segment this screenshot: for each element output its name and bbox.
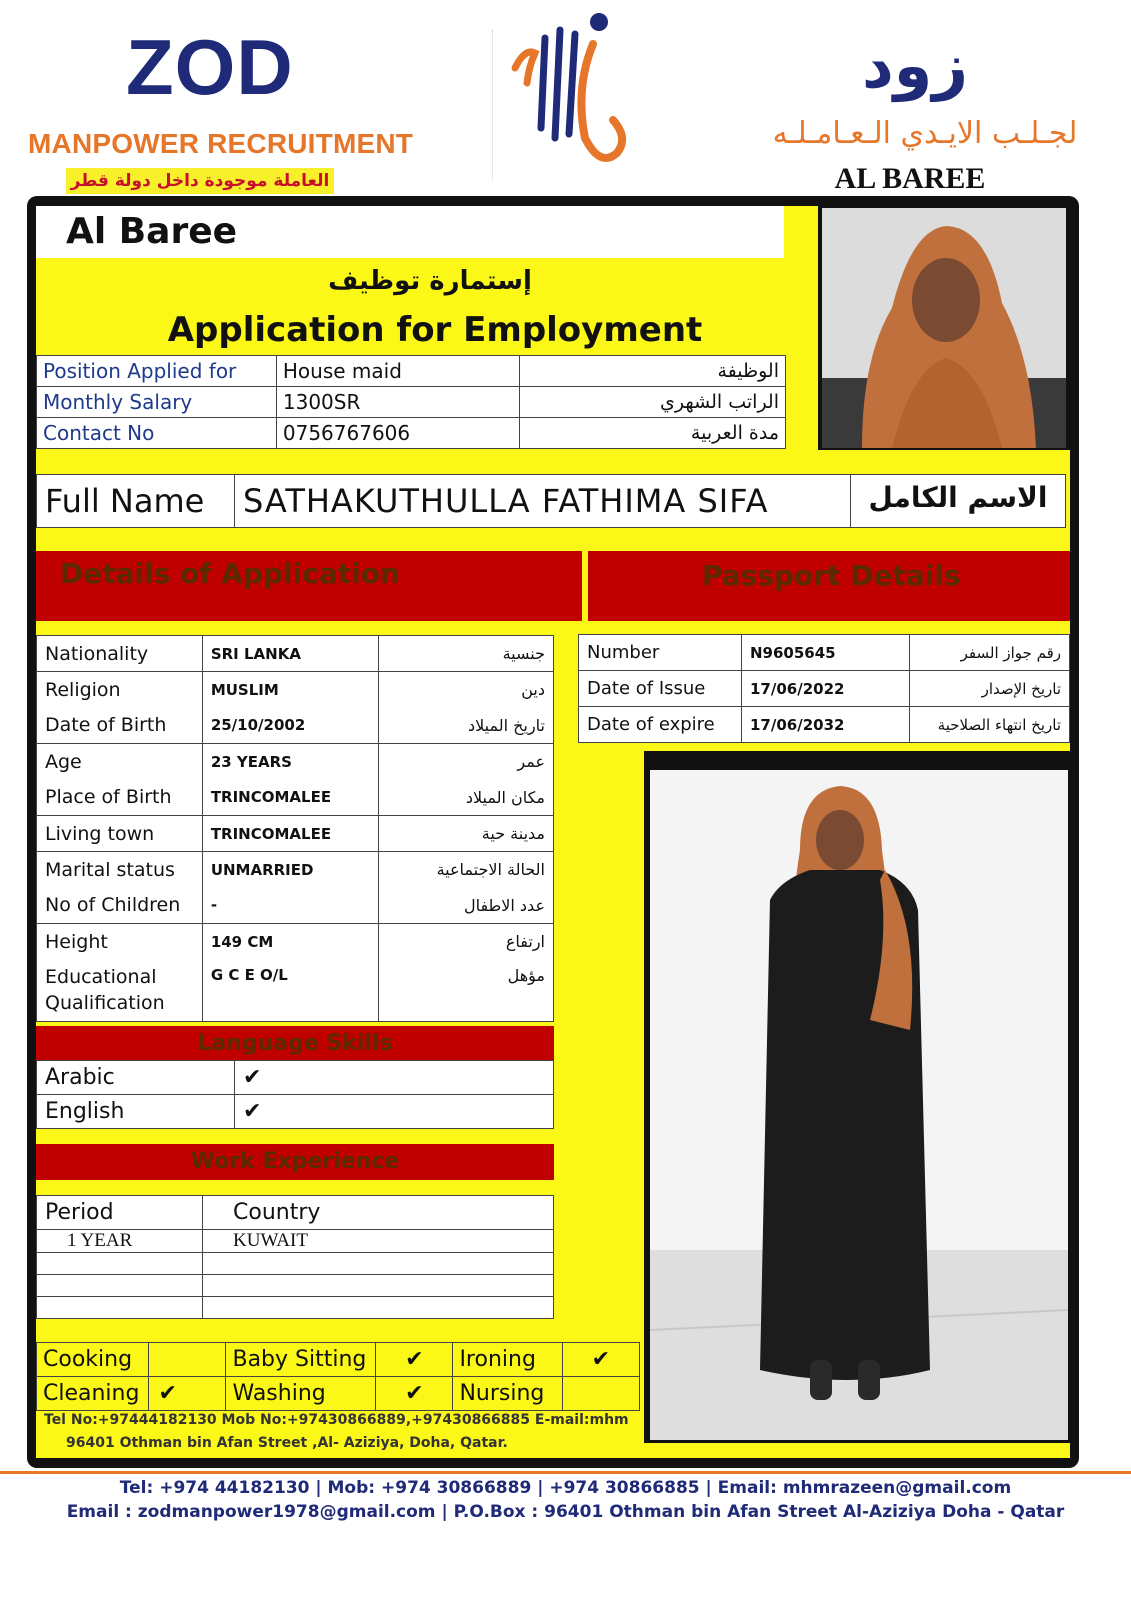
contact-label: Contact No [37, 418, 277, 449]
brand-arabic-subtitle: لجـلـب الايـدي الـعـامـلـه [772, 116, 1078, 151]
check-icon: ✔ [376, 1377, 453, 1411]
detail-label-ar: دين [378, 672, 553, 708]
table-row [37, 780, 554, 816]
passport-label-ar: تاريخ الإصدار [910, 671, 1070, 707]
detail-label: No of Children [37, 888, 203, 924]
position-label: Position Applied for [37, 356, 277, 387]
portrait-photo [822, 208, 1066, 448]
detail-label: Living town [37, 816, 203, 852]
full-name-label-ar: الاسم الكامل [868, 481, 1048, 514]
passport-header: Passport Details [702, 559, 961, 592]
work-table [36, 1195, 554, 1319]
table-row [37, 960, 554, 1022]
detail-value: G C E O/L [202, 960, 378, 1022]
table-row [37, 672, 554, 708]
form-address-line: 96401 Othman bin Afan Street ,Al- Aziziya, Doha, Qatar. [66, 1435, 508, 1451]
table-row [37, 1275, 554, 1297]
skill-name: Washing [226, 1377, 376, 1411]
full-name-label: Full Name [37, 475, 235, 527]
detail-value: 23 YEARS [202, 744, 378, 780]
skill-name: Ironing [453, 1343, 562, 1377]
detail-label: Age [37, 744, 203, 780]
language-name: English [37, 1095, 235, 1129]
detail-value: 149 CM [202, 924, 378, 960]
passport-label-ar: تاريخ انتهاء الصلاحية [910, 707, 1070, 743]
full-body-photo [650, 770, 1068, 1440]
check-icon: ✔ [235, 1095, 554, 1129]
passport-label: Number [579, 635, 742, 671]
work-period [37, 1253, 203, 1275]
passport-value: 17/06/2032 [742, 707, 910, 743]
table-row [37, 816, 554, 852]
detail-label: Place of Birth [37, 780, 203, 816]
skills-table [36, 1342, 640, 1411]
table-row [37, 1061, 554, 1095]
check-icon: ✔ [235, 1061, 554, 1095]
position-value: House maid [276, 356, 520, 387]
skill-name: Cooking [37, 1343, 149, 1377]
detail-label-ar: ارتفاع [378, 924, 553, 960]
period-header: Period [37, 1196, 203, 1230]
table-row [579, 635, 1070, 671]
detail-label: Nationality [37, 636, 203, 672]
brand-arabic-note: العاملة موجودة داخل دولة قطر [66, 168, 334, 194]
work-country [203, 1253, 554, 1275]
table-row [37, 418, 786, 449]
passport-value: 17/06/2022 [742, 671, 910, 707]
detail-label: Date of Birth [37, 708, 203, 744]
work-header: Work Experience [36, 1144, 554, 1180]
table-row [37, 1196, 554, 1230]
header-divider [492, 30, 493, 180]
details-header-bar [36, 551, 582, 621]
contact-label-ar: مدة العربية [520, 418, 786, 449]
salary-label-ar: الراتب الشهري [520, 387, 786, 418]
form-title-arabic: إستمارة توظيف [328, 266, 532, 296]
table-row [37, 1230, 554, 1253]
contact-value: 0756767606 [276, 418, 520, 449]
agency-name: Al Baree [66, 211, 238, 252]
language-table [36, 1060, 554, 1129]
passport-table [578, 634, 1070, 743]
detail-value: TRINCOMALEE [202, 780, 378, 816]
form-contact-line: Tel No:+97444182130 Mob No:+97430866889,+97430866885 E-mail:mhm [44, 1412, 629, 1428]
detail-label-ar: مكان الميلاد [378, 780, 553, 816]
footer-address: Email : zodmanpower1978@gmail.com | P.O.Box : 96401 Othman bin Afan Street Al-Aziziya Doha - Qatar [66, 1502, 1065, 1522]
brand-zod-en: ZOD [126, 23, 294, 111]
check-icon: ✔ [376, 1343, 453, 1377]
detail-value: SRI LANKA [202, 636, 378, 672]
table-row [37, 1297, 554, 1319]
full-name-value: SATHAKUTHULLA FATHIMA SIFA [235, 475, 851, 527]
position-table [36, 355, 786, 449]
detail-label: Marital status [37, 852, 203, 888]
table-row [579, 671, 1070, 707]
zod-logo-icon [505, 8, 645, 178]
table-row [37, 888, 554, 924]
footer-divider [0, 1471, 1131, 1474]
detail-label-ar: الحالة الاجتماعية [378, 852, 553, 888]
check-icon [562, 1377, 639, 1411]
check-icon: ✔ [562, 1343, 639, 1377]
passport-label: Date of expire [579, 707, 742, 743]
country-header: Country [203, 1196, 554, 1230]
work-country [203, 1297, 554, 1319]
detail-value: UNMARRIED [202, 852, 378, 888]
detail-label-ar: تاريخ الميلاد [378, 708, 553, 744]
passport-label-ar: رقم جواز السفر [910, 635, 1070, 671]
table-row [37, 387, 786, 418]
skill-name: Cleaning [37, 1377, 149, 1411]
table-row [37, 1095, 554, 1129]
table-row [579, 707, 1070, 743]
detail-value: - [202, 888, 378, 924]
detail-label: Religion [37, 672, 203, 708]
brand-subtitle: MANPOWER RECRUITMENT [28, 128, 414, 159]
detail-value: 25/10/2002 [202, 708, 378, 744]
detail-label-ar: جنسية [378, 636, 553, 672]
full-name-row [36, 474, 1066, 528]
work-period [37, 1275, 203, 1297]
work-period: 1 YEAR [37, 1230, 203, 1253]
passport-label: Date of Issue [579, 671, 742, 707]
language-header: Language Skills [36, 1026, 554, 1062]
brand-zod-ar: زود [861, 29, 969, 102]
work-country [203, 1275, 554, 1297]
detail-value: MUSLIM [202, 672, 378, 708]
salary-label: Monthly Salary [37, 387, 277, 418]
detail-label: Educational Qualification [37, 960, 203, 1022]
agency-name-box [36, 206, 784, 258]
form-title: Application for Employment [167, 310, 703, 350]
detail-label: Height [37, 924, 203, 960]
detail-value: TRINCOMALEE [202, 816, 378, 852]
table-row [37, 1377, 640, 1411]
table-row [37, 1253, 554, 1275]
detail-label-ar: مدينة حية [378, 816, 553, 852]
table-row [37, 636, 554, 672]
detail-label-ar: مؤهل [378, 960, 553, 1022]
passport-header-bar [588, 551, 1070, 621]
table-row [37, 852, 554, 888]
detail-label-ar: عمر [378, 744, 553, 780]
details-header: Details of Application [60, 557, 400, 590]
table-row [37, 356, 786, 387]
table-row [37, 708, 554, 744]
language-name: Arabic [37, 1061, 235, 1095]
work-country: KUWAIT [203, 1230, 554, 1253]
passport-value: N9605645 [742, 635, 910, 671]
check-icon: ✔ [148, 1377, 226, 1411]
table-row [37, 744, 554, 780]
salary-value: 1300SR [276, 387, 520, 418]
al-baree-header: AL BAREE [834, 162, 986, 195]
position-label-ar: الوظيفة [520, 356, 786, 387]
skill-name: Baby Sitting [226, 1343, 376, 1377]
work-period [37, 1297, 203, 1319]
table-row [37, 1343, 640, 1377]
detail-label-ar: عدد الاطفال [378, 888, 553, 924]
footer-contact: Tel: +974 44182130 | Mob: +974 30866889 | +974 30866885 | Email: mhmrazeen@gmail.com [119, 1478, 1012, 1498]
table-row [37, 924, 554, 960]
details-table [36, 635, 554, 1022]
skill-name: Nursing [453, 1377, 562, 1411]
check-icon [148, 1343, 226, 1377]
